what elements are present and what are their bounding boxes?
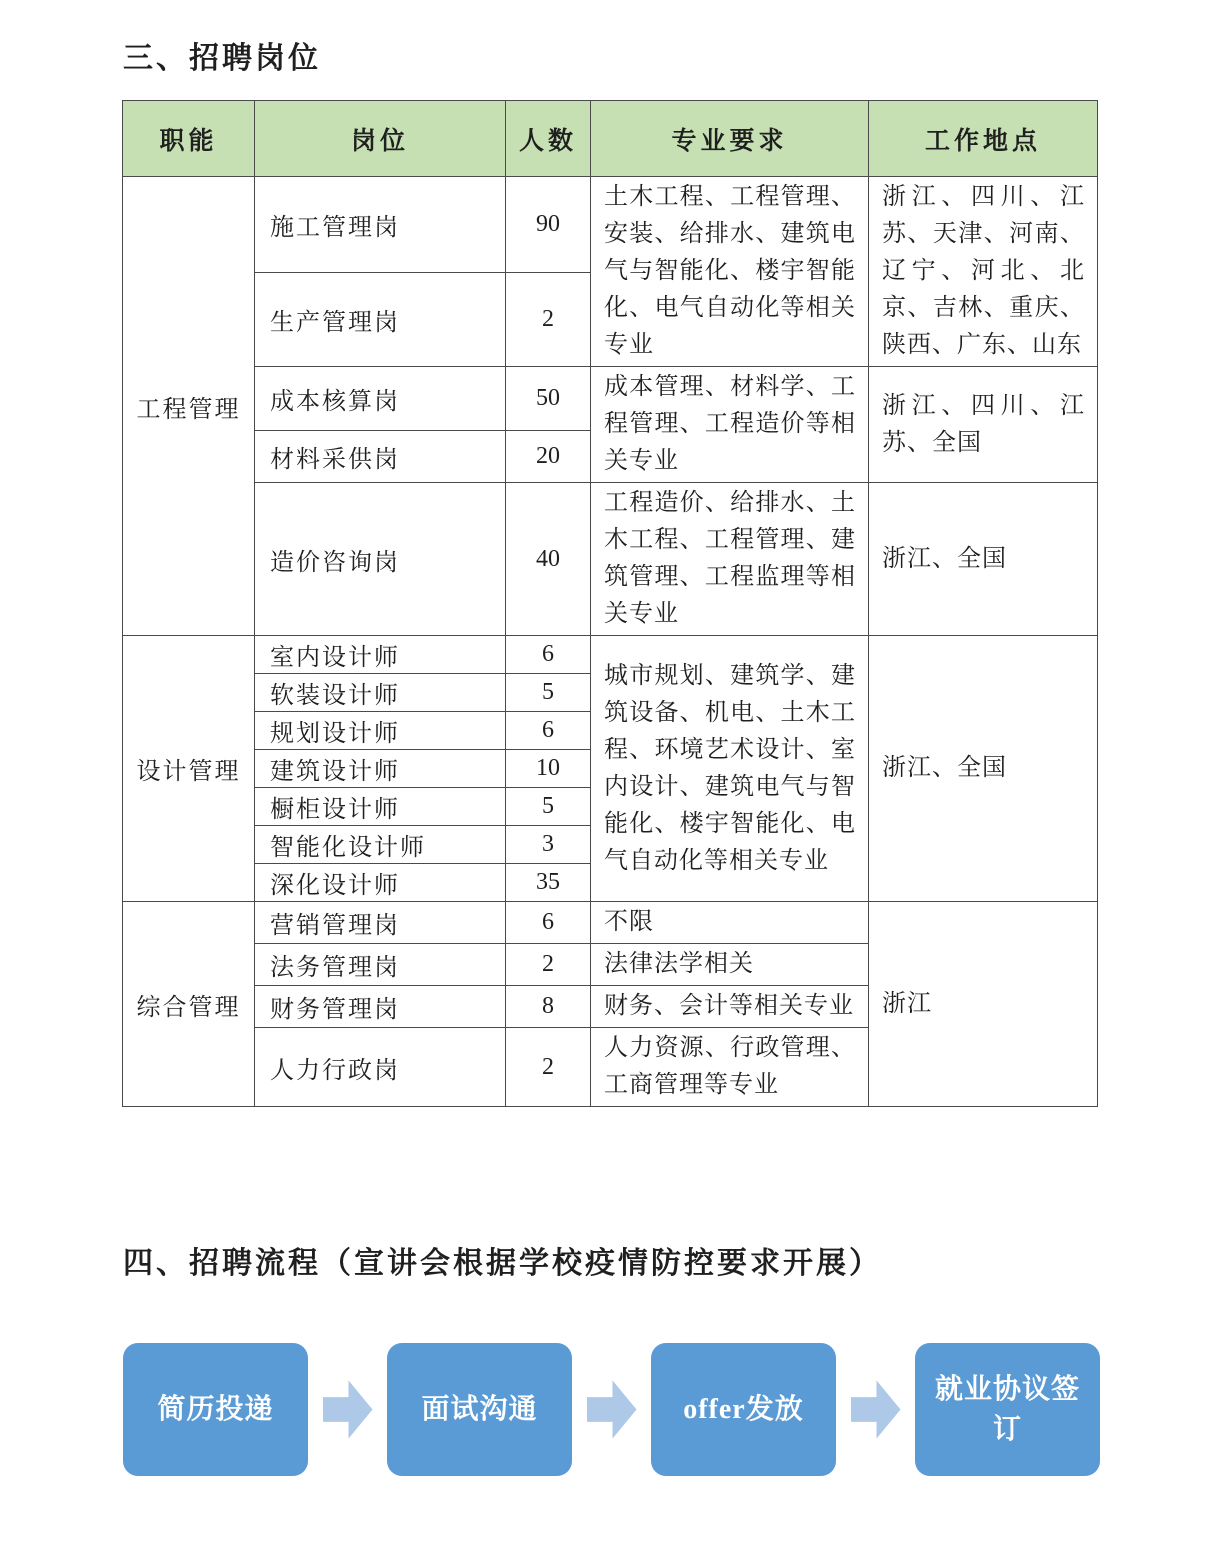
count-cell: 2 <box>506 944 591 986</box>
col-header-location: 工作地点 <box>869 101 1098 177</box>
position-cell: 材料采供岗 <box>255 431 506 483</box>
table-row <box>123 367 1098 431</box>
position-cell: 智能化设计师 <box>255 826 506 864</box>
function-cell: 综合管理 <box>123 902 255 1107</box>
location-cell: 浙江、全国 <box>869 483 1098 636</box>
positions-table <box>122 100 1098 1107</box>
count-cell: 50 <box>506 367 591 431</box>
major-cell: 不限 <box>591 902 869 944</box>
position-cell: 造价咨询岗 <box>255 483 506 636</box>
col-header-function: 职能 <box>123 101 255 177</box>
position-cell: 橱柜设计师 <box>255 788 506 826</box>
table-row <box>123 483 1098 636</box>
major-cell: 人力资源、行政管理、工商管理等专业 <box>591 1028 869 1107</box>
flow-step-interview: 面试沟通 <box>387 1343 572 1476</box>
count-cell: 40 <box>506 483 591 636</box>
count-cell: 90 <box>506 177 591 273</box>
count-cell: 3 <box>506 826 591 864</box>
count-cell: 2 <box>506 1028 591 1107</box>
location-cell: 浙江、四川、江苏、天津、河南、辽宁、河北、北京、吉林、重庆、陕西、广东、山东 <box>869 177 1098 367</box>
position-cell: 人力行政岗 <box>255 1028 506 1107</box>
flow-step-resume-submission: 简历投递 <box>123 1343 308 1476</box>
section-positions-title: 三、招聘岗位 <box>123 42 321 75</box>
count-cell: 5 <box>506 674 591 712</box>
position-cell: 室内设计师 <box>255 636 506 674</box>
arrow-right-icon <box>323 1379 373 1441</box>
function-cell: 设计管理 <box>123 636 255 902</box>
position-cell: 规划设计师 <box>255 712 506 750</box>
count-cell: 35 <box>506 864 591 902</box>
major-cell: 法律法学相关 <box>591 944 869 986</box>
table-row <box>123 177 1098 273</box>
count-cell: 10 <box>506 750 591 788</box>
location-cell: 浙江、全国 <box>869 636 1098 902</box>
major-cell: 土木工程、工程管理、安装、给排水、建筑电气与智能化、楼宇智能化、电气自动化等相关专业 <box>591 177 869 367</box>
count-cell: 5 <box>506 788 591 826</box>
col-header-position: 岗位 <box>255 101 506 177</box>
count-cell: 6 <box>506 636 591 674</box>
position-cell: 营销管理岗 <box>255 902 506 944</box>
table-row <box>123 636 1098 674</box>
position-cell: 生产管理岗 <box>255 273 506 367</box>
count-cell: 8 <box>506 986 591 1028</box>
col-header-major: 专业要求 <box>591 101 869 177</box>
table-row <box>123 902 1098 944</box>
section-process-title: 四、招聘流程（宣讲会根据学校疫情防控要求开展） <box>123 1247 882 1280</box>
count-cell: 20 <box>506 431 591 483</box>
table-header-row <box>123 101 1098 177</box>
process-flow <box>123 1343 1100 1476</box>
count-cell: 6 <box>506 902 591 944</box>
position-cell: 软装设计师 <box>255 674 506 712</box>
position-cell: 法务管理岗 <box>255 944 506 986</box>
count-cell: 6 <box>506 712 591 750</box>
flow-step-offer: offer发放 <box>651 1343 836 1476</box>
arrow-right-icon <box>587 1379 637 1441</box>
function-cell: 工程管理 <box>123 177 255 636</box>
position-cell: 建筑设计师 <box>255 750 506 788</box>
col-header-count: 人数 <box>506 101 591 177</box>
major-cell: 城市规划、建筑学、建筑设备、机电、土木工程、环境艺术设计、室内设计、建筑电气与智能化、楼宇智能化、电气自动化等相关专业 <box>591 636 869 902</box>
location-cell: 浙江、四川、江苏、全国 <box>869 367 1098 483</box>
position-cell: 财务管理岗 <box>255 986 506 1028</box>
major-cell: 财务、会计等相关专业 <box>591 986 869 1028</box>
flow-step-agreement-signing: 就业协议签订 <box>915 1343 1100 1476</box>
count-cell: 2 <box>506 273 591 367</box>
arrow-right-icon <box>851 1379 901 1441</box>
location-cell: 浙江 <box>869 902 1098 1107</box>
position-cell: 成本核算岗 <box>255 367 506 431</box>
major-cell: 工程造价、给排水、土木工程、工程管理、建筑管理、工程监理等相关专业 <box>591 483 869 636</box>
document-page <box>0 38 1220 1542</box>
major-cell: 成本管理、材料学、工程管理、工程造价等相关专业 <box>591 367 869 483</box>
position-cell: 施工管理岗 <box>255 177 506 273</box>
position-cell: 深化设计师 <box>255 864 506 902</box>
